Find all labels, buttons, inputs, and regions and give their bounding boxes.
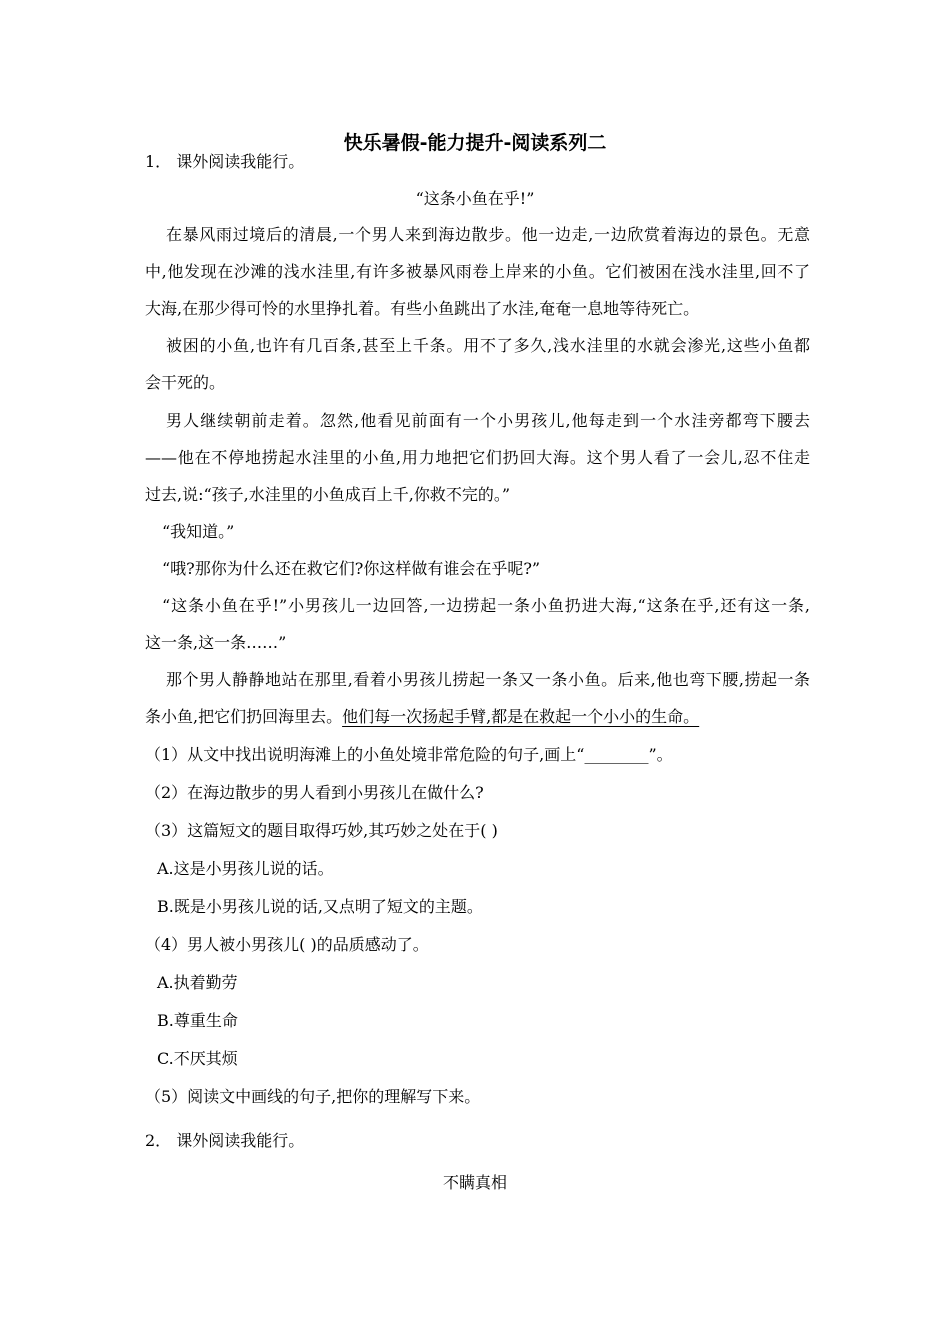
sub-question-3-option-b: B.既是小男孩儿说的话,又点明了短文的主题。 — [157, 897, 483, 916]
paragraph-7-line-2 — [145, 706, 810, 728]
sub-question-4-option-b: B.尊重生命 — [157, 1011, 238, 1030]
sub-question-4: （4）男人被小男孩儿( )的品质感动了。 — [145, 935, 429, 954]
sub-question-4-option-a: A.执着勤劳 — [157, 973, 238, 992]
paragraph-1-line-2: 中,他发现在沙滩的浅水洼里,有许多被暴风雨卷上岸来的小鱼。它们被困在浅水洼里,回不了 — [145, 262, 810, 281]
paragraph-1-line-3: 大海,在那少得可怜的水里挣扎着。有些小鱼跳出了水洼,奄奄一息地等待死亡。 — [145, 299, 700, 318]
paragraph-4: “我知道。” — [162, 522, 235, 541]
paragraph-6-line-1: “这条小鱼在乎!”小男孩儿一边回答,一边捞起一条小鱼扔进大海,“这条在乎,还有这一条, — [162, 596, 810, 615]
question-1-heading: 1． 课外阅读我能行。 — [145, 152, 305, 171]
paragraph-6-line-2: 这一条,这一条……” — [145, 633, 287, 652]
story-1-title: “这条小鱼在乎!” — [415, 189, 535, 208]
story-2-title: 不瞒真相 — [442, 1173, 507, 1192]
underlined-sentence: 他们每一次扬起手臂,都是在救起一个小小的生命。 — [342, 707, 700, 726]
sub-question-5: （5）阅读文中画线的句子,把你的理解写下来。 — [145, 1087, 481, 1106]
paragraph-3-line-3: 过去,说:“孩子,水洼里的小鱼成百上千,你救不完的。” — [145, 485, 511, 504]
question-2-heading: 2． 课外阅读我能行。 — [145, 1131, 305, 1150]
paragraph-5: “哦?那你为什么还在救它们?你这样做有谁会在乎呢?” — [162, 559, 541, 578]
paragraph-2-line-2: 会干死的。 — [145, 373, 226, 392]
paragraph-7-plain-text: 条小鱼,把它们扔回海里去。 — [145, 707, 343, 726]
sub-question-2: （2）在海边散步的男人看到小男孩儿在做什么? — [145, 783, 484, 802]
sub-question-3: （3）这篇短文的题目取得巧妙,其巧妙之处在于( ) — [145, 821, 498, 840]
paragraph-2-line-1: 被困的小鱼,也许有几百条,甚至上千条。用不了多久,浅水洼里的水就会渗光,这些小鱼都 — [166, 336, 810, 355]
paragraph-1-line-1: 在暴风雨过境后的清晨,一个男人来到海边散步。他一边走,一边欣赏着海边的景色。无意 — [166, 225, 810, 244]
paragraph-7-line-1: 那个男人静静地站在那里,看着小男孩儿捞起一条又一条小鱼。后来,他也弯下腰,捞起一条 — [166, 670, 810, 689]
paragraph-3-line-2: ——他在不停地捞起水洼里的小鱼,用力地把它们扔回大海。这个男人看了一会儿,忍不住走 — [145, 448, 810, 467]
paragraph-3-line-1: 男人继续朝前走着。忽然,他看见前面有一个小男孩儿,他每走到一个水洼旁都弯下腰去 — [166, 411, 810, 430]
sub-question-4-option-c: C.不厌其烦 — [157, 1049, 238, 1068]
document-title: 快乐暑假-能力提升-阅读系列二 — [343, 132, 607, 154]
sub-question-1: （1）从文中找出说明海滩上的小鱼处境非常危险的句子,画上“________”。 — [145, 745, 673, 764]
sub-question-3-option-a: A.这是小男孩儿说的话。 — [157, 859, 334, 878]
